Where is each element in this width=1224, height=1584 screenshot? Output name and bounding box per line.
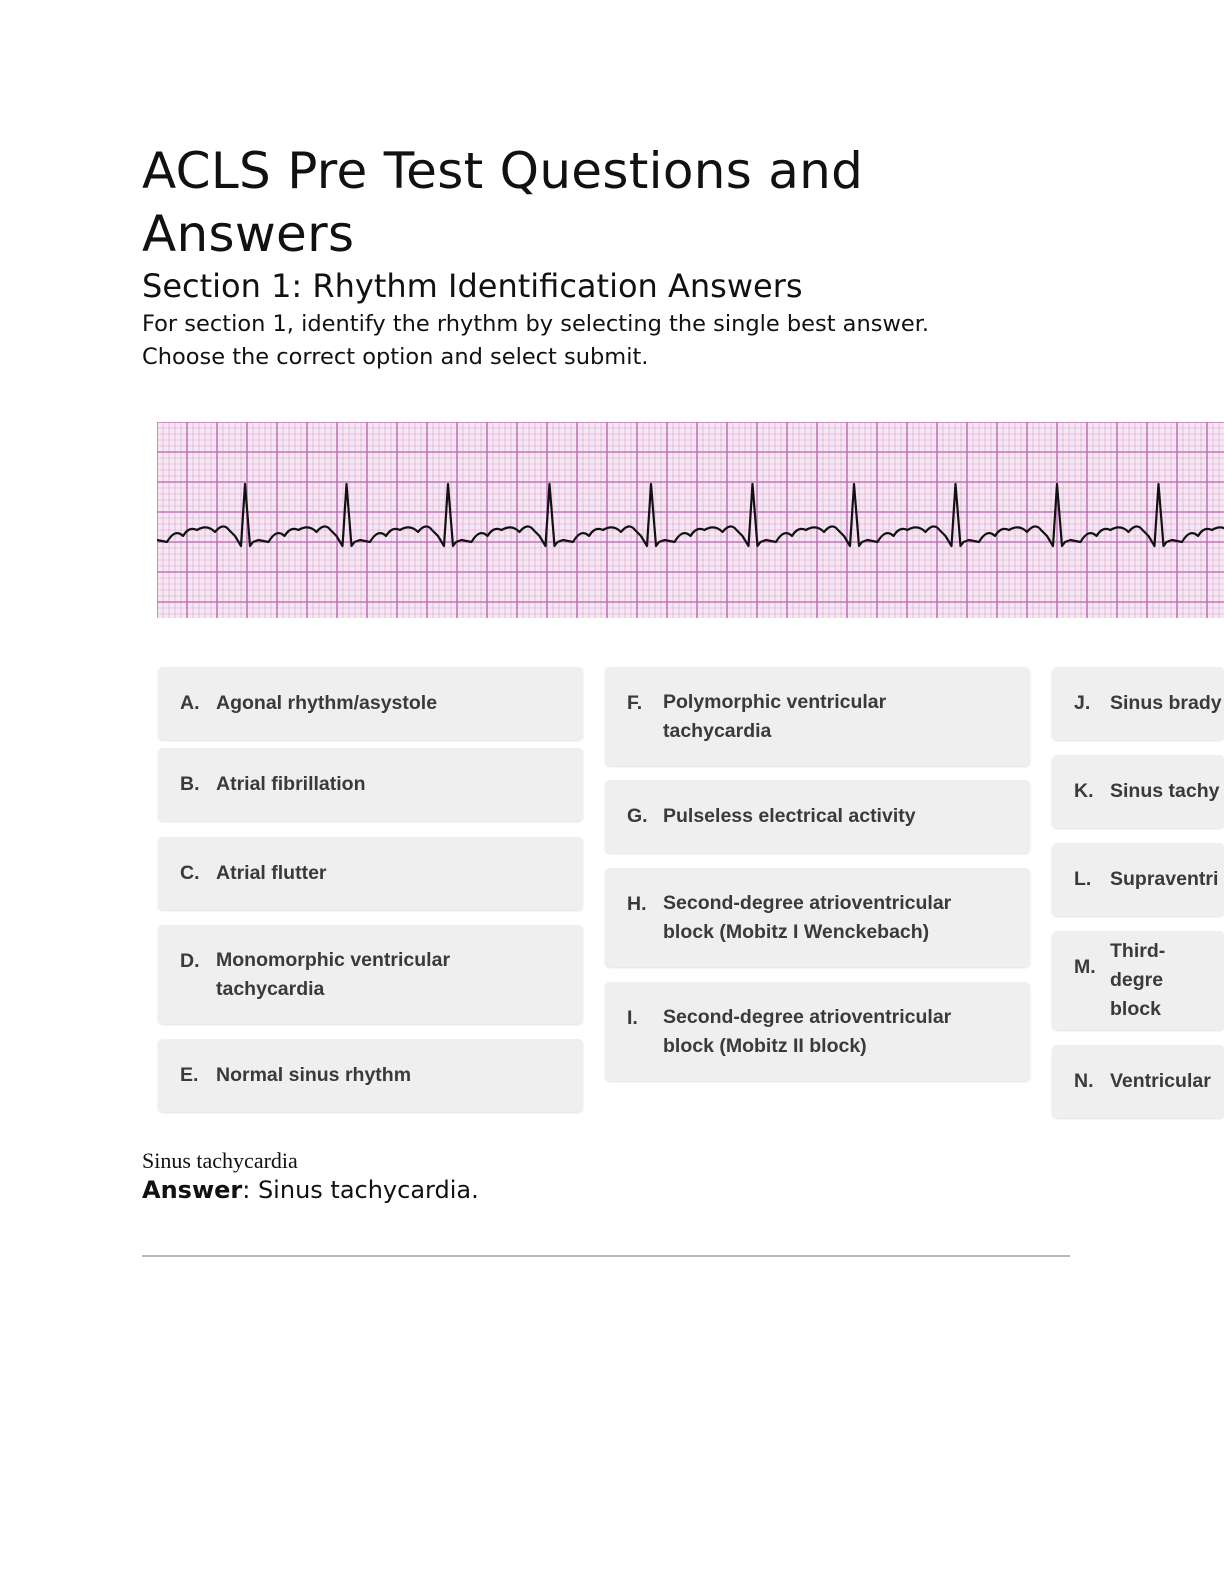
section-heading: Section 1: Rhythm Identification Answers bbox=[142, 267, 803, 305]
answer-line bbox=[142, 1174, 479, 1206]
option-d[interactable] bbox=[158, 925, 583, 1024]
option-letter: N. bbox=[1074, 1070, 1094, 1092]
option-label: Third-degre block bbox=[1110, 940, 1166, 1020]
option-label: Monomorphic ventricular tachycardia bbox=[216, 948, 451, 1000]
option-n[interactable] bbox=[1052, 1045, 1224, 1118]
option-letter: L. bbox=[1074, 868, 1092, 890]
option-e[interactable] bbox=[158, 1039, 583, 1112]
option-m[interactable] bbox=[1052, 931, 1224, 1030]
option-letter: B. bbox=[180, 773, 200, 795]
option-h[interactable] bbox=[605, 868, 1030, 967]
option-label: Second-degree atrioventricular block (Mobitz II block) bbox=[663, 1005, 952, 1057]
option-label: Sinus brady bbox=[1110, 692, 1222, 714]
option-letter: A. bbox=[180, 692, 200, 714]
option-label: Atrial fibrillation bbox=[216, 773, 366, 795]
option-label: Pulseless electrical activity bbox=[663, 805, 916, 827]
ecg-rhythm-strip bbox=[157, 422, 1224, 618]
option-i[interactable] bbox=[605, 982, 1030, 1081]
ecg-trace bbox=[157, 484, 1224, 546]
option-label: Polymorphic ventricular tachycardia bbox=[663, 690, 887, 742]
section-divider bbox=[142, 1255, 1070, 1257]
option-letter: G. bbox=[627, 805, 648, 827]
ecg-strip-graphic bbox=[157, 422, 1224, 618]
option-b[interactable] bbox=[158, 748, 583, 821]
option-c[interactable] bbox=[158, 837, 583, 910]
option-k[interactable] bbox=[1052, 755, 1224, 828]
option-label: Normal sinus rhythm bbox=[216, 1064, 412, 1086]
answer-heading: Answer bbox=[142, 1176, 243, 1204]
instructions-line-2: Choose the correct option and select submit. bbox=[142, 344, 649, 370]
option-letter: J. bbox=[1074, 692, 1091, 714]
option-label: Atrial flutter bbox=[216, 862, 327, 884]
option-label: Sinus tachy bbox=[1110, 780, 1220, 802]
answer-text: : Sinus tachycardia. bbox=[242, 1176, 479, 1204]
option-letter: H. bbox=[627, 893, 647, 915]
option-j[interactable] bbox=[1052, 667, 1224, 740]
option-label: Agonal rhythm/asystole bbox=[216, 692, 438, 714]
option-letter: K. bbox=[1074, 780, 1094, 802]
option-label: Ventricular bbox=[1110, 1070, 1211, 1092]
option-letter: D. bbox=[180, 950, 200, 972]
instructions bbox=[142, 308, 1182, 374]
option-label: Supraventri bbox=[1110, 868, 1219, 890]
option-letter: E. bbox=[180, 1064, 199, 1086]
answer-caption: Sinus tachycardia bbox=[142, 1148, 298, 1173]
page-title: ACLS Pre Test Questions and Answers bbox=[142, 142, 864, 263]
option-letter: I. bbox=[627, 1007, 638, 1029]
option-g[interactable] bbox=[605, 780, 1030, 853]
instructions-line-1: For section 1, identify the rhythm by selecting the single best answer. bbox=[142, 311, 930, 337]
option-letter: F. bbox=[627, 692, 643, 714]
option-letter: M. bbox=[1074, 956, 1096, 978]
option-letter: C. bbox=[180, 862, 200, 884]
option-a[interactable] bbox=[158, 667, 583, 740]
option-l[interactable] bbox=[1052, 843, 1224, 916]
option-f[interactable] bbox=[605, 667, 1030, 766]
option-label: Second-degree atrioventricular block (Mobitz I Wenckebach) bbox=[663, 891, 952, 943]
